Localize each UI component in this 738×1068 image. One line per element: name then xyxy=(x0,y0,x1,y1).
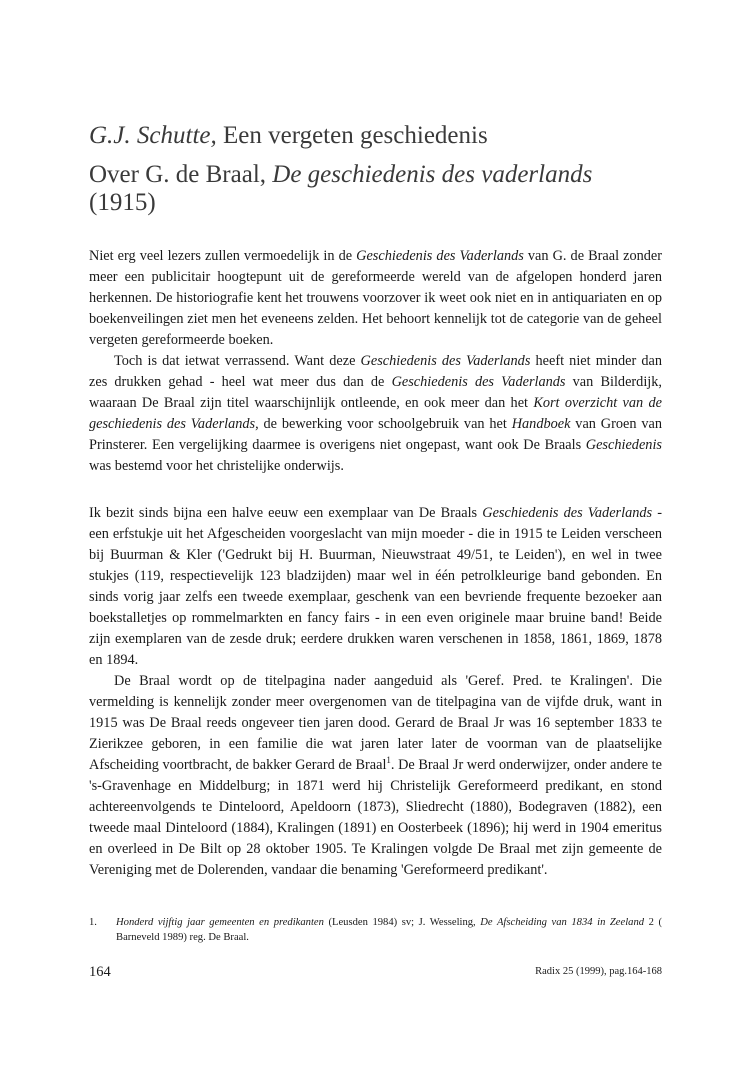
author-name: G.J. Schutte, xyxy=(89,122,217,149)
footnote-number: 1. xyxy=(89,917,97,928)
article-title xyxy=(89,121,488,151)
subtitle-prefix: Over G. de Braal, xyxy=(89,161,267,188)
paragraph-4: De Braal wordt op de titelpagina nader aangeduid als 'Geref. Pred. te Kralingen'. Die vermelding is kennelijk zonder meer overgenomen van de titelpagina van de vijfde druk, want in 1915 was De Braal reeds ongeveer tien jaren dood. Gerard de Braal Jr was 16 september 1833 te Zierikzee geboren, in een familie die wat jaren later later de voorman van de plaatselijke Afscheiding voortbracht, de bakker Gerard de Braal$^1$. De Braal Jr werd onderwijzer, onder andere te 's-Gravenhage en Middelburg; in 1871 werd hij Christelijk Gereformeerd predikant, en stond achtereenvolgends te Dinteloord, Apeldoorn (1873), Sliedrecht (1880), Bodegraven (1882), een tweede maal Dinteloord (1884), Kralingen (1891) en Oosterbeek (1896); hij werd in 1904 emeritus en overleed in De Bilt op 28 oktober 1905. Te Kralingen volgde De Braal met zijn gemeente de Vereniging met de Dolerenden, vandaar die benaming 'Gereformeerd predikant'. xyxy=(89,673,662,878)
footnote-text: Honderd vijftig jaar gemeenten en predikanten (Leusden 1984) sv; J. Wesseling, De Afscheiding van 1834 in Zeeland 2 ( Barneveld 1989) reg. De Braal. xyxy=(116,917,662,943)
footnote xyxy=(89,915,662,945)
article-subtitle xyxy=(89,160,592,190)
journal-reference: Radix 25 (1999), pag.164-168 xyxy=(535,966,662,977)
subtitle-book: De geschiedenis des vaderlands xyxy=(272,161,593,188)
page-number: 164 xyxy=(89,964,111,980)
paragraph-1: Niet erg veel lezers zullen vermoedelijk in de Geschiedenis des Vaderlands van G. de Braal zonder meer een publicitair hoogtepunt uit de gereformeerde wereld van de afgelopen honderd jaren herkennen. De historiografie kent het trouwens voorzover ik weet ook niet en in antiquariaten en op boekenveilingen ziet men het eveneens zelden. Het behoort kennelijk tot de categorie van de geheel vergeten gereformeerde boeken. xyxy=(89,248,662,348)
paragraph-3: Ik bezit sinds bijna een halve eeuw een exemplaar van De Braals Geschiedenis des Vaderlands - een erfstukje uit het Afgescheiden voorgeslacht van mijn moeder - die in 1915 te Leiden verscheen bij Buurman & Kler ('Gedrukt bij H. Buurman, Nieuwstraat 49/51, te Leiden'), en wel in twee stukjes (119, respectievelijk 123 bladzijden) maar wel in één petrolkleurige band gebonden. En sinds vorig jaar zelfs een tweede exemplaar, geschenk van een bevriende frequente bezoeker aan boekstalletjes op rommelmarkten en fancy fairs - in een even originele maar bruine band! Beide zijn exemplaren van de zesde druk; eerdere drukken waren verschenen in 1858, 1861, 1869, 1878 en 1894. xyxy=(89,505,662,668)
paragraph-2: Toch is dat ietwat verrassend. Want deze Geschiedenis des Vaderlands heeft niet minder dan zes drukken gehad - heel wat meer dus dan de Geschiedenis des Vaderlands van Bilderdijk, waaraan De Braal zijn titel waarschijnlijk ontleende, en ook meer dan het Kort overzicht van de geschiedenis des Vaderlands, de bewerking voor schoolgebruik van het Handboek van Groen van Prinsterer. Een vergelijking daarmee is overigens niet ongepast, want ook De Braals Geschiedenis was bestemd voor het christelijke onderwijs. xyxy=(89,353,662,474)
footnote-marker: 1 xyxy=(386,755,391,766)
second-section xyxy=(89,503,662,881)
intro-section xyxy=(89,246,662,477)
title-text: Een vergeten geschiedenis xyxy=(222,122,488,149)
subtitle-year: (1915) xyxy=(89,189,156,216)
